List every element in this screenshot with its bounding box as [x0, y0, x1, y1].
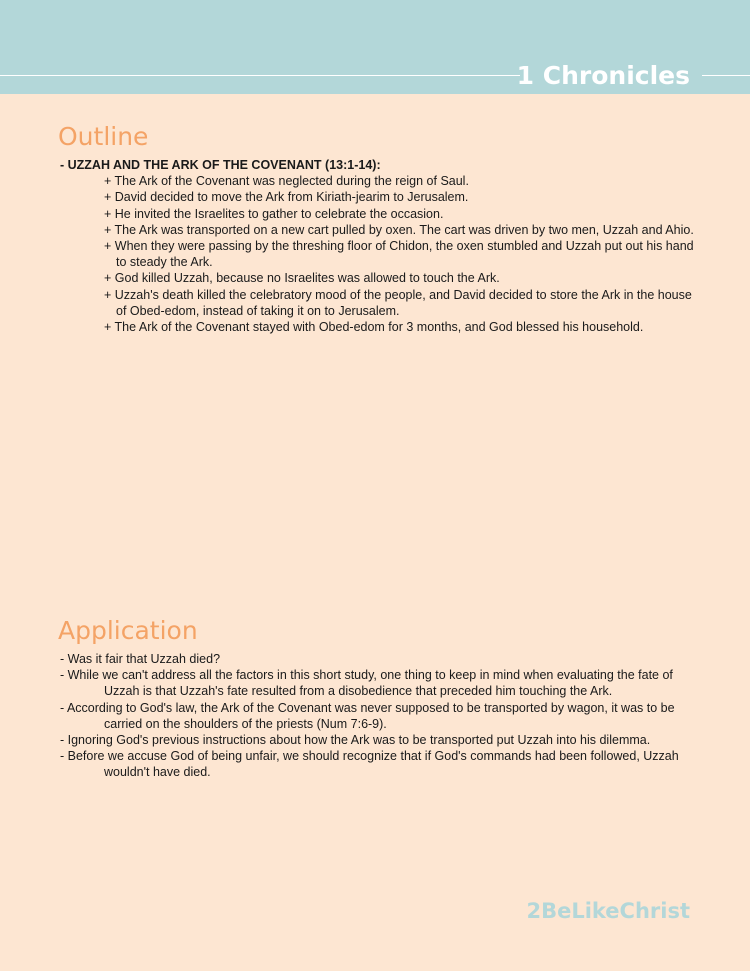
- outline-item: + God killed Uzzah, because no Israelites was allowed to touch the Ark.: [104, 271, 500, 286]
- book-title: 1 Chronicles: [516, 61, 690, 90]
- outline-item: + When they were passing by the threshing floor of Chidon, the oxen stumbled and Uzzah put out his hand to steady the Ark.: [104, 239, 694, 270]
- outline-item: + The Ark was transported on a new cart pulled by oxen. The cart was driven by two men, Uzzah and Ahio.: [104, 222, 694, 237]
- application-item: - Was it fair that Uzzah died?: [60, 652, 221, 666]
- outline-item: + The Ark of the Covenant stayed with Obed-edom for 3 months, and God blessed his household.: [104, 320, 644, 335]
- outline-heading: Outline: [58, 122, 149, 151]
- application-heading: Application: [58, 616, 198, 645]
- outline-section-title: - UZZAH AND THE ARK OF THE COVENANT (13:1-14):: [60, 158, 381, 172]
- application-list: [60, 651, 700, 781]
- application-section: [60, 651, 700, 781]
- header-rule-right: [702, 75, 750, 76]
- outline-item: + The Ark of the Covenant was neglected during the reign of Saul.: [104, 174, 469, 189]
- application-item: - Before we accuse God of being unfair, we should recognize that if God's commands had been followed, Uzzah wouldn't have died.: [60, 749, 679, 780]
- outline-item: + He invited the Israelites to gather to celebrate the occasion.: [104, 206, 444, 221]
- application-item: - While we can't address all the factors in this short study, one thing to keep in mind when evaluating the fate of Uzzah is that Uzzah's fate resulted from a disobedience that preceded him touching the Ark.: [60, 668, 673, 699]
- application-item: - According to God's law, the Ark of the Covenant was never supposed to be transported by wagon, it was to be carried on the shoulders of the priests (Num 7:6-9).: [60, 700, 675, 731]
- outline-section: [60, 157, 700, 335]
- header-rule-left: [0, 75, 520, 76]
- outline-list: [60, 173, 700, 335]
- outline-item: + Uzzah's death killed the celebratory mood of the people, and David decided to store the Ark in the house of Obed-edom, instead of taking it on to Jerusalem.: [104, 287, 692, 318]
- application-item: - Ignoring God's previous instructions about how the Ark was to be transported put Uzzah into his dilemma.: [60, 733, 651, 748]
- brand-wordmark: 2BeLikeChrist: [526, 899, 690, 923]
- outline-item: + David decided to move the Ark from Kiriath-jearim to Jerusalem.: [104, 190, 469, 205]
